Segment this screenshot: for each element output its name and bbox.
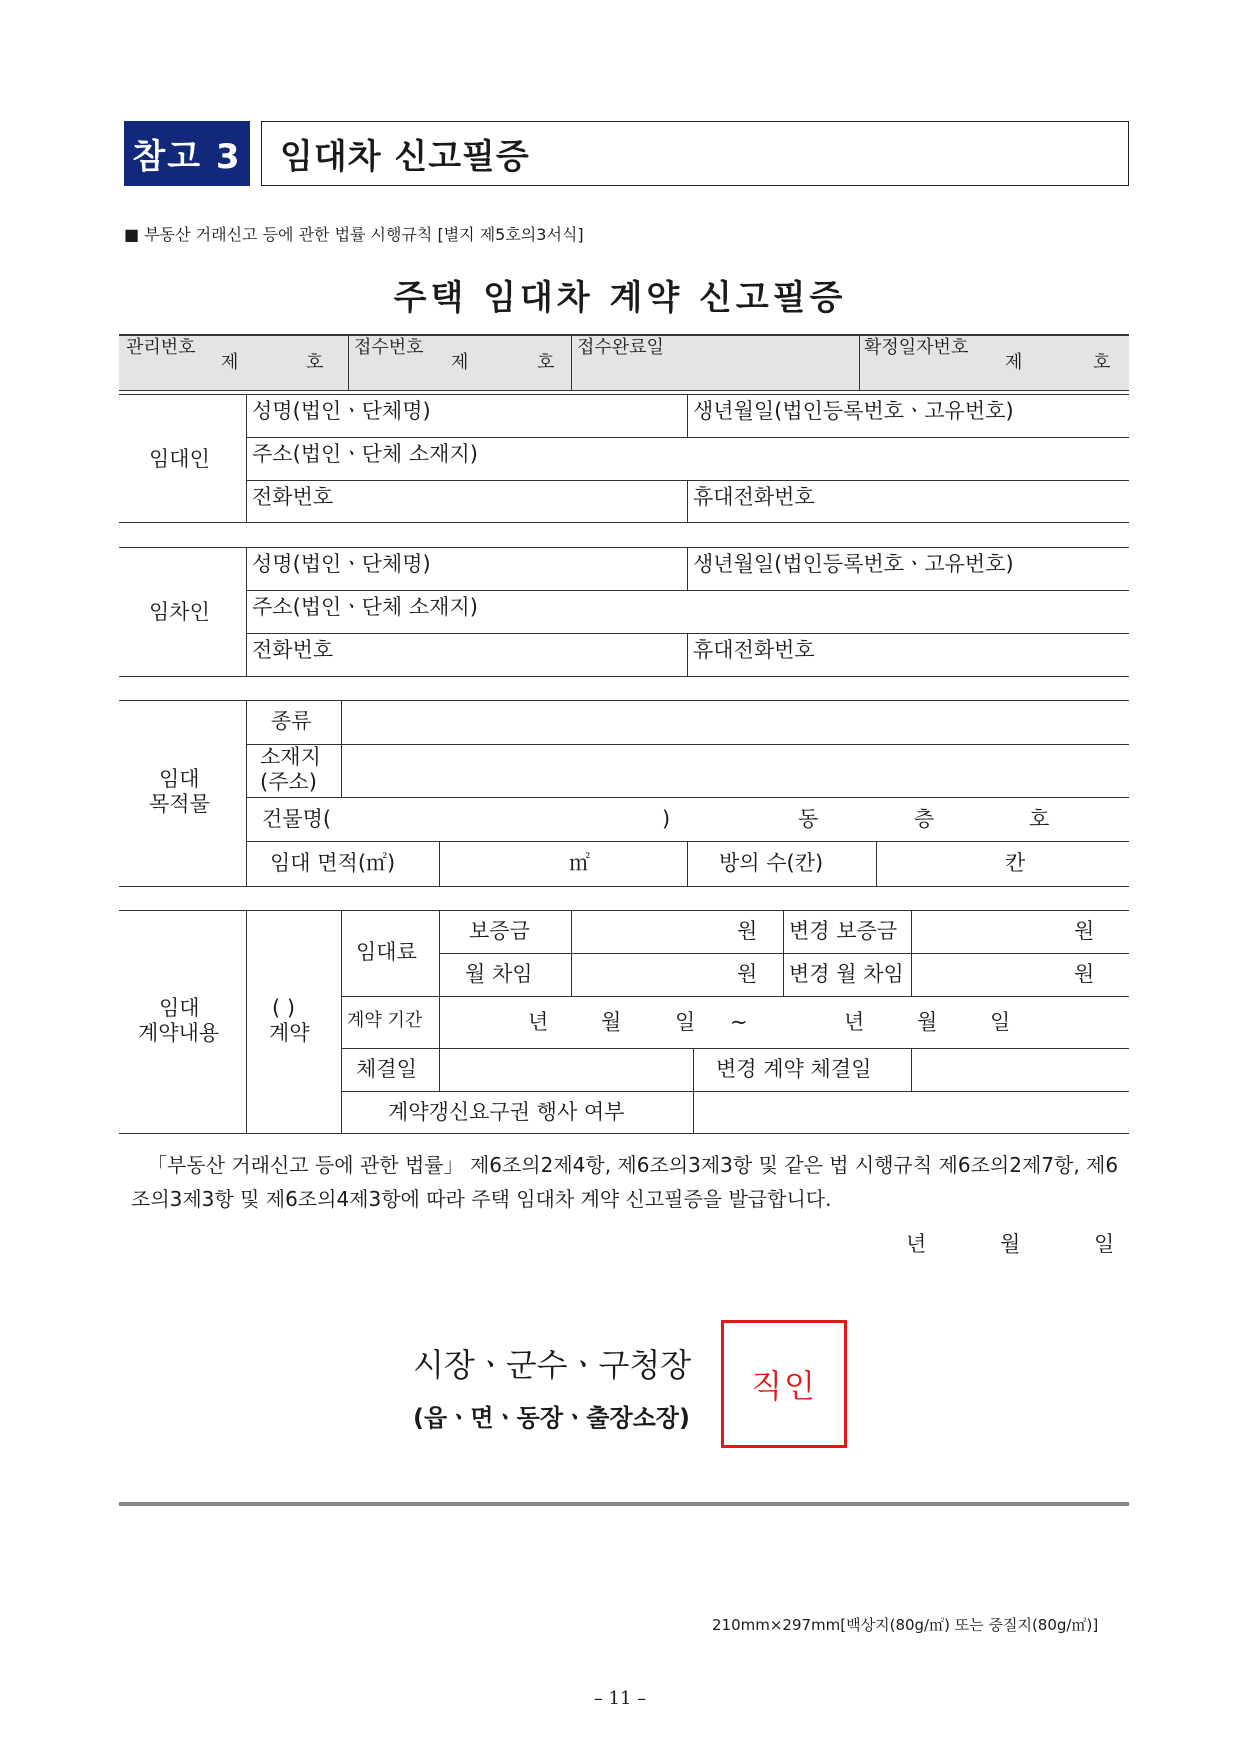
landlord-birth-label: 생년월일(법인등록번호ㆍ고유번호) (693, 399, 1014, 423)
mgmt-no-je: 제 (221, 352, 239, 373)
completion-date-label: 접수완료일 (577, 337, 664, 358)
building-unit-label: 호 (1029, 807, 1050, 831)
renewal-right-label: 계약갱신요구권 행사 여부 (388, 1100, 625, 1124)
paper-spec: 210mm×297mm[백상지(80g/㎡) 또는 중질지(80g/㎡)] (712, 1616, 1099, 1634)
period-end-day: 일 (990, 1010, 1011, 1034)
period-tilde: ~ (730, 1010, 748, 1034)
landlord-section: 임대인 (149, 447, 210, 471)
period-end-year: 년 (844, 1010, 865, 1034)
issue-statement: 「부동산 거래신고 등에 관한 법률」 제6조의2제4항, 제6조의3제3항 및 같은 법 시행규칙 제6조의2제7항, 제6조의3제3항 및 제6조의4제3항에 따라 주택 임대차 계약 신고필증을 발급합니다. (131, 1153, 1119, 1211)
issue-month: 월 (1000, 1232, 1021, 1256)
authority-title: 시장ㆍ군수ㆍ구청장 (413, 1346, 692, 1384)
tenant-mobile-label: 휴대전화번호 (693, 638, 815, 662)
changed-signed-label: 변경 계약 체결일 (716, 1057, 872, 1081)
deposit-won: 원 (737, 919, 758, 943)
building-name-close: ) (662, 807, 671, 831)
property-section-l2: 목적물 (149, 792, 210, 816)
landlord-address-label: 주소(법인ㆍ단체 소재지) (252, 442, 478, 466)
section-title: 임대차 신고필증 (261, 121, 1129, 186)
official-seal: 직인 (721, 1320, 847, 1448)
page-number: – 11 – (593, 1688, 647, 1709)
landlord-phone-label: 전화번호 (252, 485, 334, 509)
mgmt-no-label: 관리번호 (126, 337, 196, 358)
receipt-no-label: 접수번호 (354, 337, 424, 358)
confirm-no-label: 확정일자번호 (864, 337, 969, 358)
authority-subtitle: (읍ㆍ면ㆍ동장ㆍ출장소장) (413, 1404, 690, 1432)
property-location-l1: 소재지 (260, 745, 321, 769)
tenant-name-label: 성명(법인ㆍ단체명) (252, 552, 431, 576)
landlord-name-label: 성명(법인ㆍ단체명) (252, 399, 431, 423)
period-start-month: 월 (601, 1010, 622, 1034)
tenant-phone-label: 전화번호 (252, 638, 334, 662)
monthly-rent-won: 원 (737, 962, 758, 986)
changed-deposit-won: 원 (1074, 919, 1095, 943)
contract-section-l1: 임대 (159, 996, 200, 1020)
rent-label: 임대료 (356, 940, 417, 964)
rooms-label: 방의 수(칸) (719, 851, 824, 875)
confirm-no-ho: 호 (1093, 352, 1111, 373)
period-end-month: 월 (917, 1010, 938, 1034)
receipt-no-je: 제 (451, 352, 469, 373)
footer-divider (119, 1502, 1129, 1506)
building-floor-label: 층 (914, 807, 935, 831)
landlord-mobile-label: 휴대전화번호 (693, 485, 815, 509)
tenant-birth-label: 생년월일(법인등록번호ㆍ고유번호) (693, 552, 1014, 576)
form-title: 주택 임대차 계약 신고필증 (393, 278, 847, 318)
property-type-label: 종류 (271, 709, 312, 733)
period-label: 계약 기간 (347, 1010, 423, 1031)
rooms-unit: 칸 (1005, 851, 1026, 875)
changed-monthly-label: 변경 월 차임 (789, 962, 904, 986)
tenant-address-label: 주소(법인ㆍ단체 소재지) (252, 595, 478, 619)
building-dong-label: 동 (798, 807, 819, 831)
contract-section-l2: 계약내용 (138, 1021, 220, 1045)
contract-type-l2: 계약 (269, 1021, 310, 1045)
area-label: 임대 면적(㎡) (270, 851, 396, 875)
issue-year: 년 (906, 1232, 927, 1256)
period-start-day: 일 (675, 1010, 696, 1034)
period-start-year: 년 (528, 1010, 549, 1034)
receipt-no-ho: 호 (537, 352, 555, 373)
changed-deposit-label: 변경 보증금 (789, 919, 898, 943)
monthly-rent-label: 월 차임 (465, 962, 533, 986)
form-reference: ■ 부동산 거래신고 등에 관한 법률 시행규칙 [별지 제5호의3서식] (124, 225, 584, 244)
building-name-label: 건물명( (262, 807, 332, 831)
mgmt-no-ho: 호 (306, 352, 324, 373)
tenant-section: 임차인 (149, 600, 210, 624)
contract-type-l1: ( ) (272, 996, 296, 1020)
property-location-l2: (주소) (260, 770, 317, 794)
reference-badge: 참고 3 (124, 121, 250, 186)
changed-monthly-won: 원 (1074, 962, 1095, 986)
deposit-label: 보증금 (469, 919, 530, 943)
confirm-no-je: 제 (1005, 352, 1023, 373)
signed-date-label: 체결일 (356, 1057, 417, 1081)
issue-day: 일 (1094, 1232, 1115, 1256)
property-section-l1: 임대 (159, 767, 200, 791)
area-unit: ㎡ (569, 851, 590, 875)
